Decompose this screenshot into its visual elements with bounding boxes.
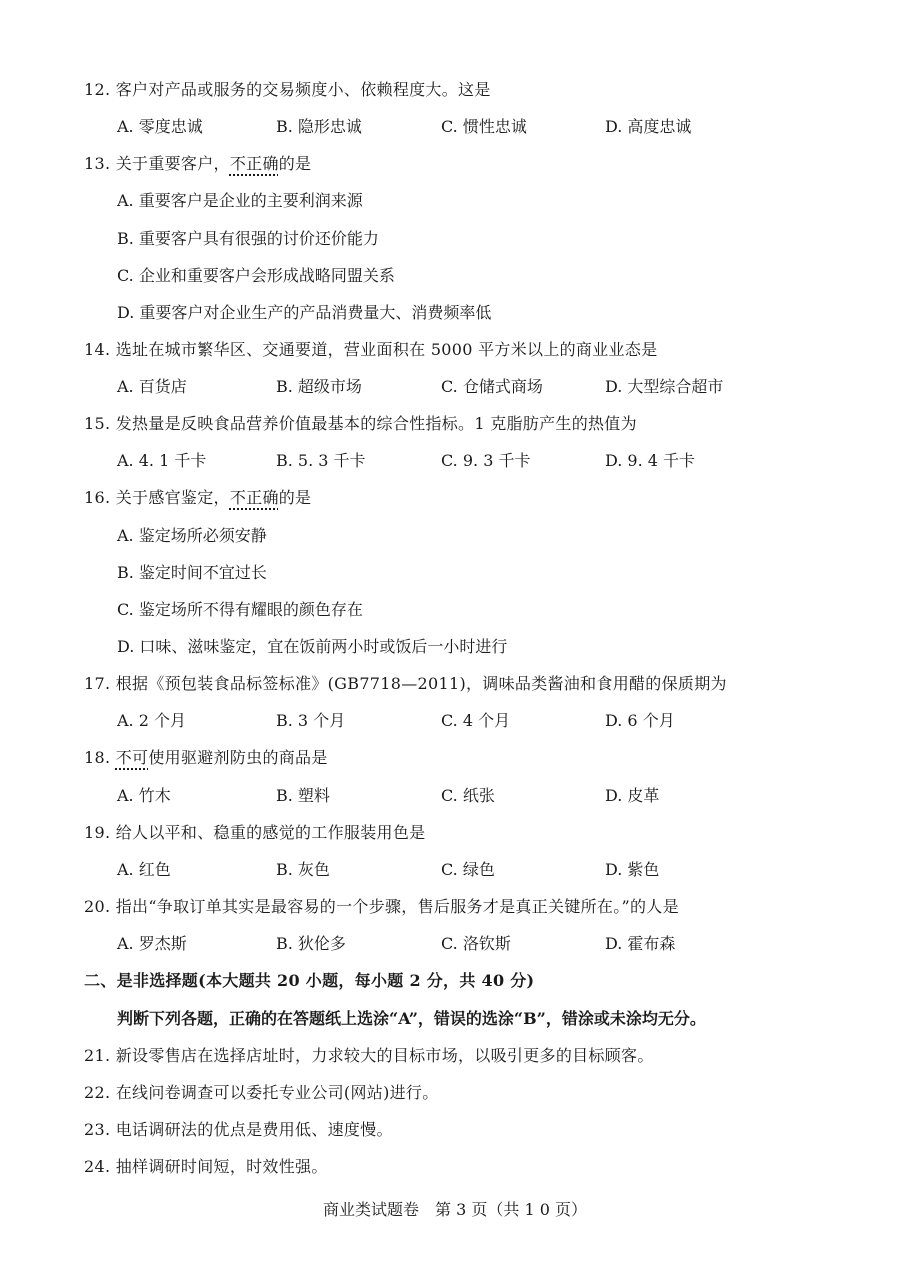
question-13-option-b: B. 重要客户具有很强的讨价还价能力 bbox=[117, 229, 379, 248]
question-17-stem: 17. 根据《预包装食品标签标准》(GB7718—2011)，调味品类酱油和食用醋的保质期为 bbox=[84, 674, 727, 693]
question-18-option-c: C. 纸张 bbox=[441, 786, 495, 805]
question-12-option-d: D. 高度忠诚 bbox=[605, 117, 692, 136]
question-21: 21. 新设零售店在选择店址时，力求较大的目标市场，以吸引更多的目标顾客。 bbox=[84, 1046, 654, 1065]
question-13-emphasis: 不正确 bbox=[229, 154, 279, 173]
question-12-option-b: B. 隐形忠诚 bbox=[276, 117, 362, 136]
question-16-option-b: B. 鉴定时间不宜过长 bbox=[117, 563, 267, 582]
question-24: 24. 抽样调研时间短，时效性强。 bbox=[84, 1157, 328, 1176]
question-16-option-c: C. 鉴定场所不得有耀眼的颜色存在 bbox=[117, 600, 363, 619]
question-13-stem-prefix: 13. 关于重要客户， bbox=[84, 154, 230, 173]
question-14-option-a: A. 百货店 bbox=[117, 377, 187, 396]
question-13-option-d: D. 重要客户对企业生产的产品消费量大、消费频率低 bbox=[117, 303, 492, 322]
question-18-option-b: B. 塑料 bbox=[276, 786, 330, 805]
question-20-option-c: C. 洛钦斯 bbox=[441, 934, 511, 953]
question-14-option-d: D. 大型综合超市 bbox=[605, 377, 724, 396]
question-18-stem-prefix: 18. bbox=[84, 748, 116, 767]
question-14-stem: 14. 选址在城市繁华区、交通要道，营业面积在 5000 平方米以上的商业业态是 bbox=[84, 340, 658, 359]
question-13-option-c: C. 企业和重要客户会形成战略同盟关系 bbox=[117, 266, 395, 285]
question-16-stem-suffix: 的是 bbox=[278, 488, 312, 507]
question-19-option-d: D. 紫色 bbox=[605, 860, 660, 879]
question-17-option-b: B. 3 个月 bbox=[276, 711, 346, 730]
question-16-stem bbox=[84, 488, 311, 508]
page-footer: 商业类试题卷 第 3 页（共 1 0 页） bbox=[323, 1200, 587, 1219]
question-12-option-c: C. 惯性忠诚 bbox=[441, 117, 527, 136]
question-18-option-d: D. 皮革 bbox=[605, 786, 660, 805]
question-18-stem bbox=[84, 748, 328, 768]
question-19-option-b: B. 灰色 bbox=[276, 860, 330, 879]
question-16-option-d: D. 口味、滋味鉴定，宜在饭前两小时或饭后一小时进行 bbox=[117, 637, 508, 656]
question-15-stem: 15. 发热量是反映食品营养价值最基本的综合性指标。1 克脂肪产生的热值为 bbox=[84, 414, 637, 433]
question-15-option-a: A. 4. 1 千卡 bbox=[117, 451, 207, 470]
question-16-stem-prefix: 16. 关于感官鉴定， bbox=[84, 488, 230, 507]
section-2-instruction: 判断下列各题，正确的在答题纸上选涂“A”，错误的选涂“B”，错涂或未涂均无分。 bbox=[117, 1009, 706, 1028]
question-12-stem: 12. 客户对产品或服务的交易频度小、依赖程度大。这是 bbox=[84, 80, 491, 99]
question-13-stem bbox=[84, 154, 311, 174]
question-17-option-a: A. 2 个月 bbox=[117, 711, 186, 730]
question-19-option-c: C. 绿色 bbox=[441, 860, 495, 879]
question-17-option-c: C. 4 个月 bbox=[441, 711, 511, 730]
question-18-stem-suffix: 使用驱避剂防虫的商品是 bbox=[148, 748, 328, 767]
question-23: 23. 电话调研法的优点是费用低、速度慢。 bbox=[84, 1120, 393, 1139]
question-22: 22. 在线问卷调查可以委托专业公司(网站)进行。 bbox=[84, 1083, 439, 1102]
question-14-option-b: B. 超级市场 bbox=[276, 377, 362, 396]
question-18-emphasis: 不可 bbox=[115, 748, 149, 767]
question-17-option-d: D. 6 个月 bbox=[605, 711, 675, 730]
question-16-option-a: A. 鉴定场所必须安静 bbox=[117, 526, 267, 545]
question-18-option-a: A. 竹木 bbox=[117, 786, 171, 805]
question-19-option-a: A. 红色 bbox=[117, 860, 171, 879]
question-15-option-c: C. 9. 3 千卡 bbox=[441, 451, 531, 470]
question-20-option-a: A. 罗杰斯 bbox=[117, 934, 187, 953]
question-19-stem: 19. 给人以平和、稳重的感觉的工作服装用色是 bbox=[84, 823, 426, 842]
question-15-option-b: B. 5. 3 千卡 bbox=[276, 451, 366, 470]
question-15-option-d: D. 9. 4 千卡 bbox=[605, 451, 696, 470]
question-13-stem-suffix: 的是 bbox=[278, 154, 312, 173]
question-13-option-a: A. 重要客户是企业的主要利润来源 bbox=[117, 191, 363, 210]
question-20-option-d: D. 霍布森 bbox=[605, 934, 676, 953]
section-2-heading: 二、是非选择题(本大题共 20 小题，每小题 2 分，共 40 分) bbox=[84, 971, 535, 990]
question-12-option-a: A. 零度忠诚 bbox=[117, 117, 203, 136]
question-16-emphasis: 不正确 bbox=[229, 488, 279, 507]
question-20-option-b: B. 狄伦多 bbox=[276, 934, 346, 953]
question-20-stem: 20. 指出“争取订单其实是最容易的一个步骤，售后服务才是真正关键所在。”的人是 bbox=[84, 897, 679, 916]
question-14-option-c: C. 仓储式商场 bbox=[441, 377, 543, 396]
